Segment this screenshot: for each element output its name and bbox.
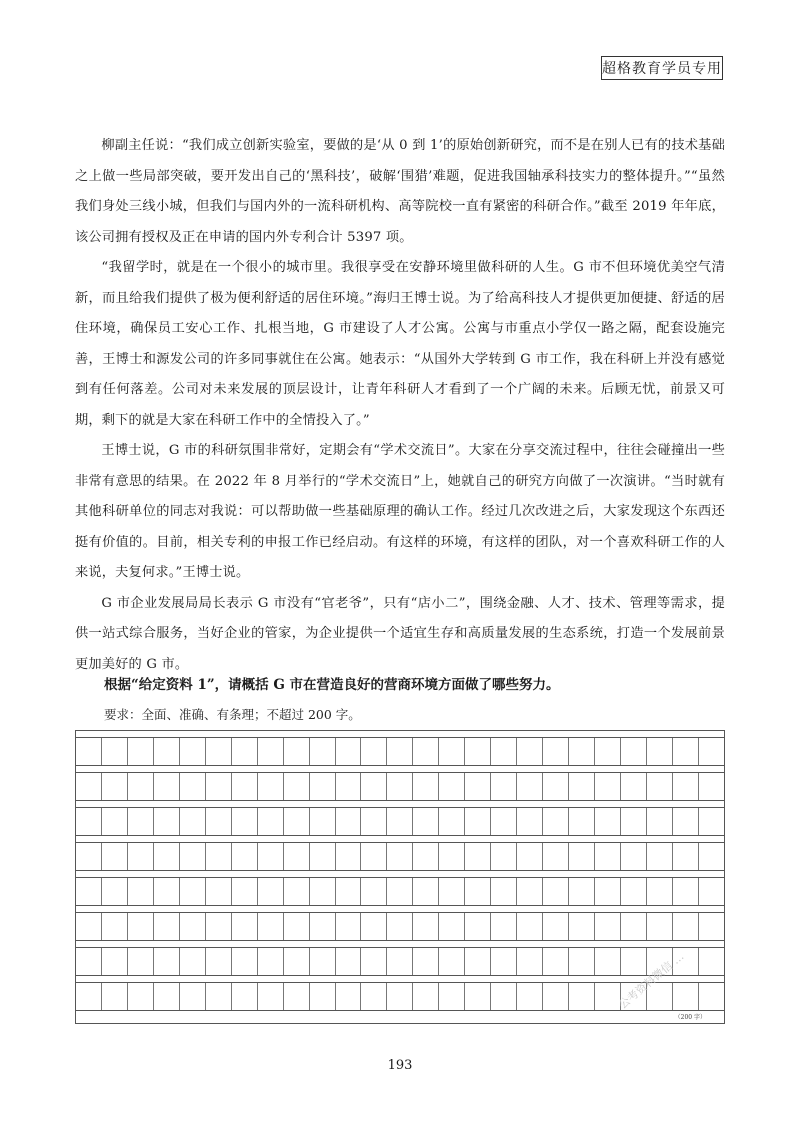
grid-cell[interactable] (673, 808, 699, 835)
grid-cell[interactable] (491, 878, 517, 905)
grid-row (76, 808, 724, 836)
grid-cell[interactable] (543, 913, 569, 940)
grid-cell[interactable] (387, 808, 413, 835)
grid-cell[interactable] (647, 773, 673, 800)
grid-row (76, 913, 724, 941)
grid-cell[interactable] (154, 913, 180, 940)
grid-cell[interactable] (206, 948, 232, 975)
grid-cell[interactable] (595, 913, 621, 940)
grid-cell[interactable] (128, 808, 154, 835)
grid-cell[interactable] (413, 983, 439, 1010)
grid-row (76, 948, 724, 976)
grid-cell[interactable] (232, 773, 258, 800)
grid-cell[interactable] (465, 843, 491, 870)
grid-cell[interactable] (361, 843, 387, 870)
grid-cell[interactable] (154, 983, 180, 1010)
grid-cell[interactable] (621, 843, 647, 870)
grid-cell[interactable] (413, 808, 439, 835)
grid-cell[interactable] (180, 878, 206, 905)
row-spacer (76, 871, 724, 878)
grid-cell[interactable] (595, 843, 621, 870)
grid-cell[interactable] (154, 738, 180, 765)
paragraph-4: G 市企业发展局局长表示 G 市没有“官老爷”，只有“店小二”，围绕金融、人才、技术、管理等需求，提供一站式综合服务，当好企业的管家，为企业提供一个适宜生存和高质量发展的生态系统，打造一个发展前景更加美好的 G 市。 (75, 595, 725, 672)
grid-cell[interactable] (491, 948, 517, 975)
grid-cell[interactable] (517, 983, 543, 1010)
grid-cell[interactable] (569, 808, 595, 835)
grid-cell[interactable] (336, 738, 362, 765)
grid-cell[interactable] (439, 773, 465, 800)
grid-cell[interactable] (387, 773, 413, 800)
grid-row (76, 878, 724, 906)
grid-cell[interactable] (102, 878, 128, 905)
grid-cell[interactable] (543, 843, 569, 870)
grid-cell[interactable] (387, 913, 413, 940)
grid-cell[interactable] (439, 983, 465, 1010)
grid-cell[interactable] (699, 913, 724, 940)
question-prompt: 根据“给定资料 1”，请概括 G 市在营造良好的营商环境方面做了哪些努力。 (104, 677, 560, 693)
grid-cell[interactable] (232, 843, 258, 870)
grid-cell[interactable] (180, 773, 206, 800)
grid-cell[interactable] (336, 843, 362, 870)
grid-cell[interactable] (413, 948, 439, 975)
grid-cell[interactable] (387, 878, 413, 905)
grid-cell[interactable] (439, 948, 465, 975)
grid-cell[interactable] (154, 773, 180, 800)
grid-cell[interactable] (154, 808, 180, 835)
grid-cell[interactable] (154, 843, 180, 870)
grid-cell[interactable] (569, 948, 595, 975)
grid-cell[interactable] (102, 738, 128, 765)
grid-cell[interactable] (621, 773, 647, 800)
grid-cell[interactable] (491, 843, 517, 870)
grid-cell[interactable] (673, 983, 699, 1010)
grid-cell[interactable] (102, 983, 128, 1010)
grid-cell[interactable] (595, 808, 621, 835)
grid-cell[interactable] (595, 948, 621, 975)
grid-cell[interactable] (699, 808, 724, 835)
grid-cell[interactable] (465, 878, 491, 905)
grid-cell[interactable] (284, 948, 310, 975)
grid-cell[interactable] (621, 878, 647, 905)
grid-cell[interactable] (699, 948, 724, 975)
grid-cell[interactable] (361, 808, 387, 835)
grid-cell[interactable] (439, 913, 465, 940)
row-spacer (76, 766, 724, 773)
grid-cell[interactable] (595, 738, 621, 765)
grid-cell[interactable] (647, 913, 673, 940)
grid-cell[interactable] (310, 983, 336, 1010)
grid-cell[interactable] (543, 738, 569, 765)
final-spacer (76, 1011, 724, 1023)
grid-cell[interactable] (621, 738, 647, 765)
grid-cell[interactable] (439, 808, 465, 835)
grid-cell[interactable] (361, 738, 387, 765)
grid-cell[interactable] (569, 878, 595, 905)
watermark: 公考资料微信 … (616, 949, 687, 1012)
grid-cell[interactable] (517, 878, 543, 905)
page-number: 193 (387, 1058, 413, 1073)
grid-cell[interactable] (465, 738, 491, 765)
grid-cell[interactable] (310, 913, 336, 940)
grid-cell[interactable] (310, 808, 336, 835)
paragraph-3: 王博士说，G 市的科研氛围非常好，定期会有“学术交流日”。大家在分享交流过程中，往往会碰撞出一些非常有意思的结果。在 2022 年 8 月举行的“学术交流日”上，她就自己的研究方向做了一次演讲。“当时就有其他科研单位的同志对我说：可以帮助做一些基础原理的确认工作。经过几次改进之后，大家发现这个东西还挺有价值的。目前，相关专利的申报工作已经启动。有这样的环境，有这样的团队，对一个喜欢科研工作的人来说，夫复何求。”王博士说。 (75, 443, 725, 580)
grid-cell[interactable] (180, 738, 206, 765)
grid-cell[interactable] (128, 773, 154, 800)
grid-row (76, 843, 724, 871)
grid-cell[interactable] (517, 843, 543, 870)
grid-row (76, 738, 724, 766)
row-spacer (76, 731, 724, 738)
grid-cell[interactable] (439, 738, 465, 765)
grid-cell[interactable] (128, 843, 154, 870)
grid-cell[interactable] (154, 878, 180, 905)
grid-cell[interactable] (180, 913, 206, 940)
grid-cell[interactable] (76, 808, 102, 835)
grid-cell[interactable] (361, 948, 387, 975)
answer-grid[interactable] (75, 730, 725, 1024)
grid-cell[interactable] (180, 948, 206, 975)
paragraph-2: “我留学时，就是在一个很小的城市里。我很享受在安静环境里做科研的人生。G 市不但环境优美空气清新，而且给我们提供了极为便利舒适的居住环境。”海归王博士说。为了给高科技人才提供更加便捷、舒适的居住环境，确保员工安心工作、扎根当地，G 市建设了人才公寓。公寓与市重点小学仅一路之隔，配套设施完善，王博士和源发公司的许多同事就住在公寓。她表示：“从国外大学转到 G 市工作，我在科研上并没有感觉到有任何落差。公司对未来发展的顶层设计，让青年科研人才看到了一个广阔的未来。后顾无忧，前景又可期，剩下的就是大家在科研工作中的全情投入了。” (75, 260, 725, 428)
grid-cell[interactable] (154, 948, 180, 975)
grid-cell[interactable] (76, 948, 102, 975)
grid-cell[interactable] (284, 773, 310, 800)
grid-cell[interactable] (647, 808, 673, 835)
grid-cell[interactable] (206, 808, 232, 835)
grid-cell[interactable] (621, 913, 647, 940)
grid-cell[interactable] (413, 738, 439, 765)
grid-cell[interactable] (595, 773, 621, 800)
grid-cell[interactable] (76, 878, 102, 905)
grid-cell[interactable] (543, 773, 569, 800)
row-spacer (76, 906, 724, 913)
grid-cell[interactable] (258, 948, 284, 975)
grid-cell[interactable] (284, 913, 310, 940)
grid-cell[interactable] (543, 808, 569, 835)
grid-cell[interactable] (310, 773, 336, 800)
grid-cell[interactable] (673, 773, 699, 800)
grid-cell[interactable] (673, 843, 699, 870)
grid-cell[interactable] (673, 878, 699, 905)
grid-cell[interactable] (76, 913, 102, 940)
grid-cell[interactable] (310, 738, 336, 765)
row-spacer (76, 976, 724, 983)
grid-cell[interactable] (284, 843, 310, 870)
grid-cell[interactable] (258, 738, 284, 765)
grid-cell[interactable] (258, 983, 284, 1010)
grid-cell[interactable] (413, 878, 439, 905)
grid-row (76, 773, 724, 801)
row-spacer (76, 801, 724, 808)
grid-cell[interactable] (517, 738, 543, 765)
grid-cell[interactable] (543, 878, 569, 905)
grid-cell[interactable] (673, 913, 699, 940)
grid-cell[interactable] (543, 948, 569, 975)
grid-cell[interactable] (128, 948, 154, 975)
grid-cell[interactable] (517, 948, 543, 975)
grid-cell[interactable] (569, 913, 595, 940)
grid-cell[interactable] (258, 843, 284, 870)
grid-cell[interactable] (439, 843, 465, 870)
grid-cell[interactable] (336, 948, 362, 975)
grid-cell[interactable] (206, 913, 232, 940)
grid-cell[interactable] (310, 948, 336, 975)
grid-cell[interactable] (387, 983, 413, 1010)
grid-cell[interactable] (102, 773, 128, 800)
grid-cell[interactable] (336, 913, 362, 940)
grid-cell[interactable] (232, 878, 258, 905)
grid-cell[interactable] (413, 843, 439, 870)
grid-cell[interactable] (258, 773, 284, 800)
grid-cell[interactable] (361, 878, 387, 905)
grid-cell[interactable] (413, 773, 439, 800)
grid-cell[interactable] (336, 983, 362, 1010)
grid-cell[interactable] (206, 878, 232, 905)
grid-cell[interactable] (284, 808, 310, 835)
row-spacer (76, 941, 724, 948)
grid-cell[interactable] (206, 983, 232, 1010)
grid-cell[interactable] (336, 878, 362, 905)
grid-cell[interactable] (128, 738, 154, 765)
grid-cell[interactable] (491, 808, 517, 835)
word-limit-marker: （200 字） (674, 1014, 706, 1021)
grid-cell[interactable] (128, 878, 154, 905)
grid-cell[interactable] (491, 773, 517, 800)
grid-cell[interactable] (258, 808, 284, 835)
grid-cell[interactable] (595, 878, 621, 905)
grid-cell[interactable] (102, 913, 128, 940)
grid-cell[interactable] (491, 913, 517, 940)
grid-cell[interactable] (647, 878, 673, 905)
grid-cell[interactable] (284, 878, 310, 905)
grid-cell[interactable] (76, 983, 102, 1010)
grid-cell[interactable] (310, 878, 336, 905)
grid-cell[interactable] (491, 983, 517, 1010)
grid-cell[interactable] (361, 913, 387, 940)
grid-cell[interactable] (465, 913, 491, 940)
grid-cell[interactable] (465, 773, 491, 800)
grid-cell[interactable] (699, 738, 724, 765)
grid-cell[interactable] (361, 983, 387, 1010)
question-requirement: 要求：全面、准确、有条理；不超过 200 字。 (104, 707, 361, 722)
grid-cell[interactable] (128, 913, 154, 940)
grid-cell[interactable] (465, 948, 491, 975)
grid-cell[interactable] (569, 738, 595, 765)
grid-cell[interactable] (232, 983, 258, 1010)
grid-cell[interactable] (517, 808, 543, 835)
grid-cell[interactable] (102, 808, 128, 835)
grid-cell[interactable] (387, 738, 413, 765)
grid-cell[interactable] (102, 948, 128, 975)
grid-cell[interactable] (180, 843, 206, 870)
grid-cell[interactable] (699, 878, 724, 905)
grid-cell[interactable] (102, 843, 128, 870)
grid-cell[interactable] (673, 738, 699, 765)
grid-cell[interactable] (310, 843, 336, 870)
grid-cell[interactable] (76, 738, 102, 765)
grid-cell[interactable] (180, 808, 206, 835)
grid-cell[interactable] (647, 738, 673, 765)
grid-cell[interactable] (232, 808, 258, 835)
grid-cell[interactable] (258, 913, 284, 940)
grid-cell[interactable] (621, 948, 647, 975)
grid-cell[interactable] (543, 983, 569, 1010)
usage-stamp: 超格教育学员专用 (601, 56, 723, 80)
grid-cell[interactable] (284, 738, 310, 765)
grid-cell[interactable] (206, 773, 232, 800)
grid-cell[interactable] (647, 843, 673, 870)
grid-cell[interactable] (465, 808, 491, 835)
grid-cell[interactable] (491, 738, 517, 765)
grid-cell[interactable] (336, 808, 362, 835)
grid-cell[interactable] (569, 843, 595, 870)
grid-cell[interactable] (517, 773, 543, 800)
grid-cell[interactable] (387, 843, 413, 870)
grid-cell[interactable] (180, 983, 206, 1010)
material-text (75, 131, 725, 680)
grid-cell[interactable] (232, 948, 258, 975)
grid-cell[interactable] (569, 773, 595, 800)
grid-cell[interactable] (361, 773, 387, 800)
grid-cell[interactable] (76, 773, 102, 800)
grid-cell[interactable] (465, 983, 491, 1010)
grid-cell[interactable] (258, 878, 284, 905)
grid-cell[interactable] (699, 773, 724, 800)
grid-cell[interactable] (439, 878, 465, 905)
grid-cell[interactable] (413, 913, 439, 940)
grid-cell[interactable] (284, 983, 310, 1010)
grid-cell[interactable] (387, 948, 413, 975)
paragraph-1: 柳副主任说：“我们成立创新实验室，要做的是‘从 0 到 1’的原始创新研究，而不是在别人已有的技术基础之上做一些局部突破，要开发出自己的‘黑科技’，破解‘围猎’难题，促进我国轴承科技实力的整体提升。”“虽然我们身处三线小城，但我们与国内外的一流科研机构、高等院校一直有紧密的科研合作。”截至 2019 年年底，该公司拥有授权及正在申请的国内外专利合计 5397 项。 (75, 138, 725, 245)
grid-cell[interactable] (232, 913, 258, 940)
grid-cell[interactable] (232, 738, 258, 765)
grid-cell[interactable] (76, 843, 102, 870)
row-spacer (76, 836, 724, 843)
grid-cell[interactable] (336, 773, 362, 800)
grid-cell[interactable] (699, 983, 724, 1010)
grid-cell[interactable] (206, 843, 232, 870)
grid-cell[interactable] (569, 983, 595, 1010)
grid-cell[interactable] (206, 738, 232, 765)
grid-cell[interactable] (699, 843, 724, 870)
grid-cell[interactable] (128, 983, 154, 1010)
grid-cell[interactable] (517, 913, 543, 940)
grid-cell[interactable] (621, 808, 647, 835)
